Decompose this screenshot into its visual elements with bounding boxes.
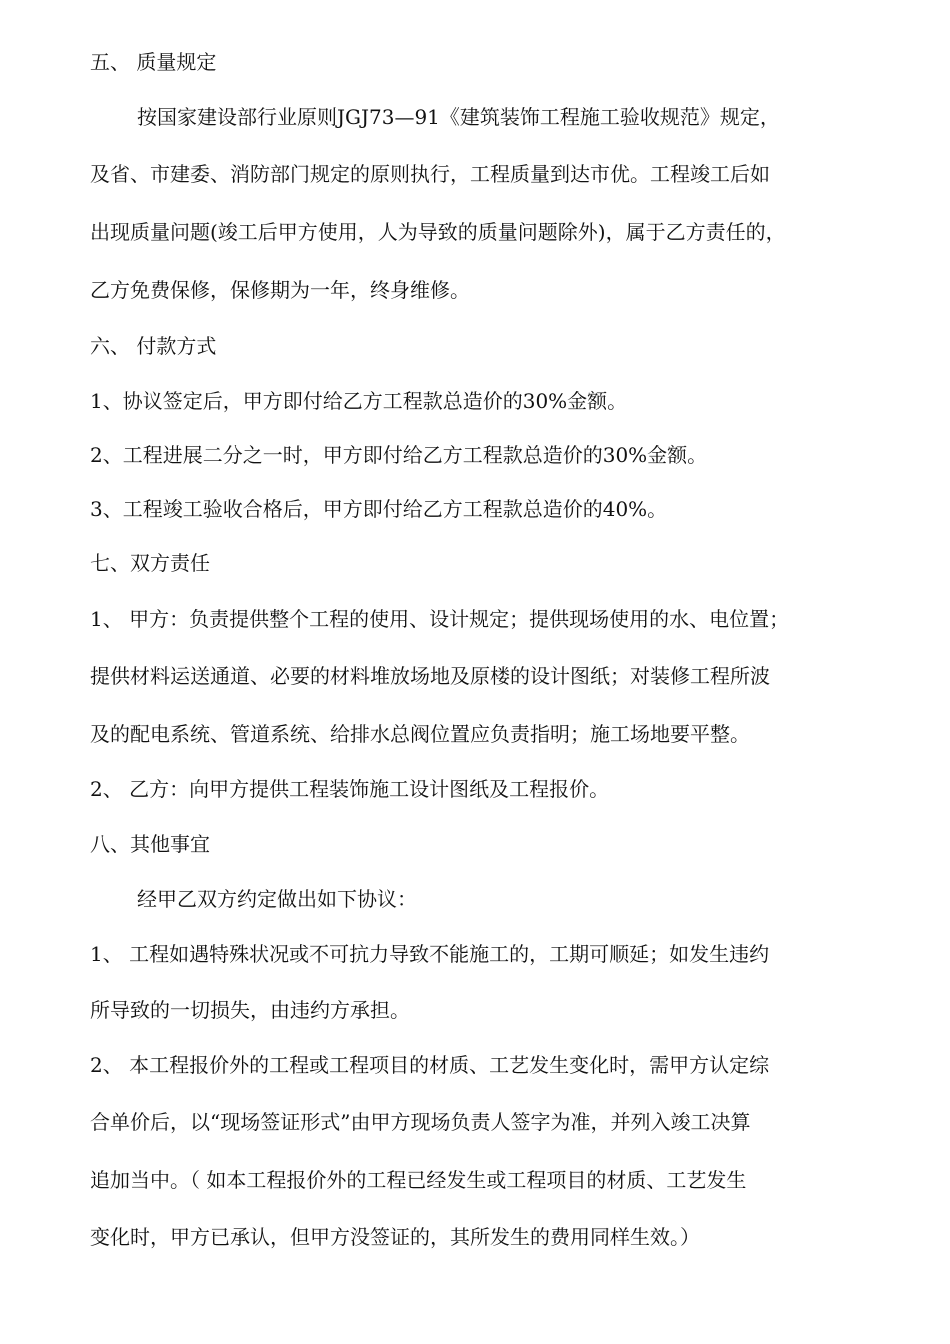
list-item: 3、工程竣工验收合格后，甲方即付给乙方工程款总造价的40%。 <box>90 497 668 521</box>
paragraph-line: 出现质量问题(竣工后甲方使用，人为导致的质量问题除外)，属于乙方责任的， <box>90 220 786 244</box>
section-heading-other: 八、其他事宜 <box>90 832 210 856</box>
paragraph-line: 合单价后，以“现场签证形式”由甲方现场负责人签字为准，并列入竣工决算 <box>90 1110 751 1134</box>
paragraph-line: 乙方免费保修，保修期为一年，终身维修。 <box>90 278 470 302</box>
paragraph-line: 及的配电系统、管道系统、给排水总阀位置应负责指明；施工场地要平整。 <box>90 722 750 746</box>
paragraph-line: 按国家建设部行业原则JGJ73—91《建筑装饰工程施工验收规范》规定， <box>137 105 780 129</box>
list-item: 2、 本工程报价外的工程或工程项目的材质、工艺发生变化时，需甲方认定综 <box>90 1053 770 1077</box>
paragraph-line: 经甲乙双方约定做出如下协议： <box>137 887 417 911</box>
list-item: 1、 工程如遇特殊状况或不可抗力导致不能施工的，工期可顺延；如发生违约 <box>90 942 770 966</box>
paragraph-line: 变化时，甲方已承认，但甲方没签证的，其所发生的费用同样生效。） <box>90 1225 700 1249</box>
section-heading-payment: 六、 付款方式 <box>90 334 217 358</box>
list-item: 2、 乙方：向甲方提供工程装饰施工设计图纸及工程报价。 <box>90 777 610 801</box>
paragraph-line: 所导致的一切损失，由违约方承担。 <box>90 998 410 1022</box>
paragraph-line: 追加当中。（ 如本工程报价外的工程已经发生或工程项目的材质、工艺发生 <box>90 1168 747 1192</box>
list-item: 1、协议签定后，甲方即付给乙方工程款总造价的30%金额。 <box>90 389 628 413</box>
section-heading-quality: 五、 质量规定 <box>90 50 217 74</box>
paragraph-line: 提供材料运送通道、必要的材料堆放场地及原楼的设计图纸；对装修工程所波 <box>90 664 770 688</box>
list-item: 2、工程进展二分之一时，甲方即付给乙方工程款总造价的30%金额。 <box>90 443 708 467</box>
section-heading-responsibilities: 七、双方责任 <box>90 551 210 575</box>
list-item: 1、 甲方：负责提供整个工程的使用、设计规定；提供现场使用的水、电位置； <box>90 607 790 631</box>
paragraph-line: 及省、市建委、消防部门规定的原则执行，工程质量到达市优。工程竣工后如 <box>90 162 770 186</box>
